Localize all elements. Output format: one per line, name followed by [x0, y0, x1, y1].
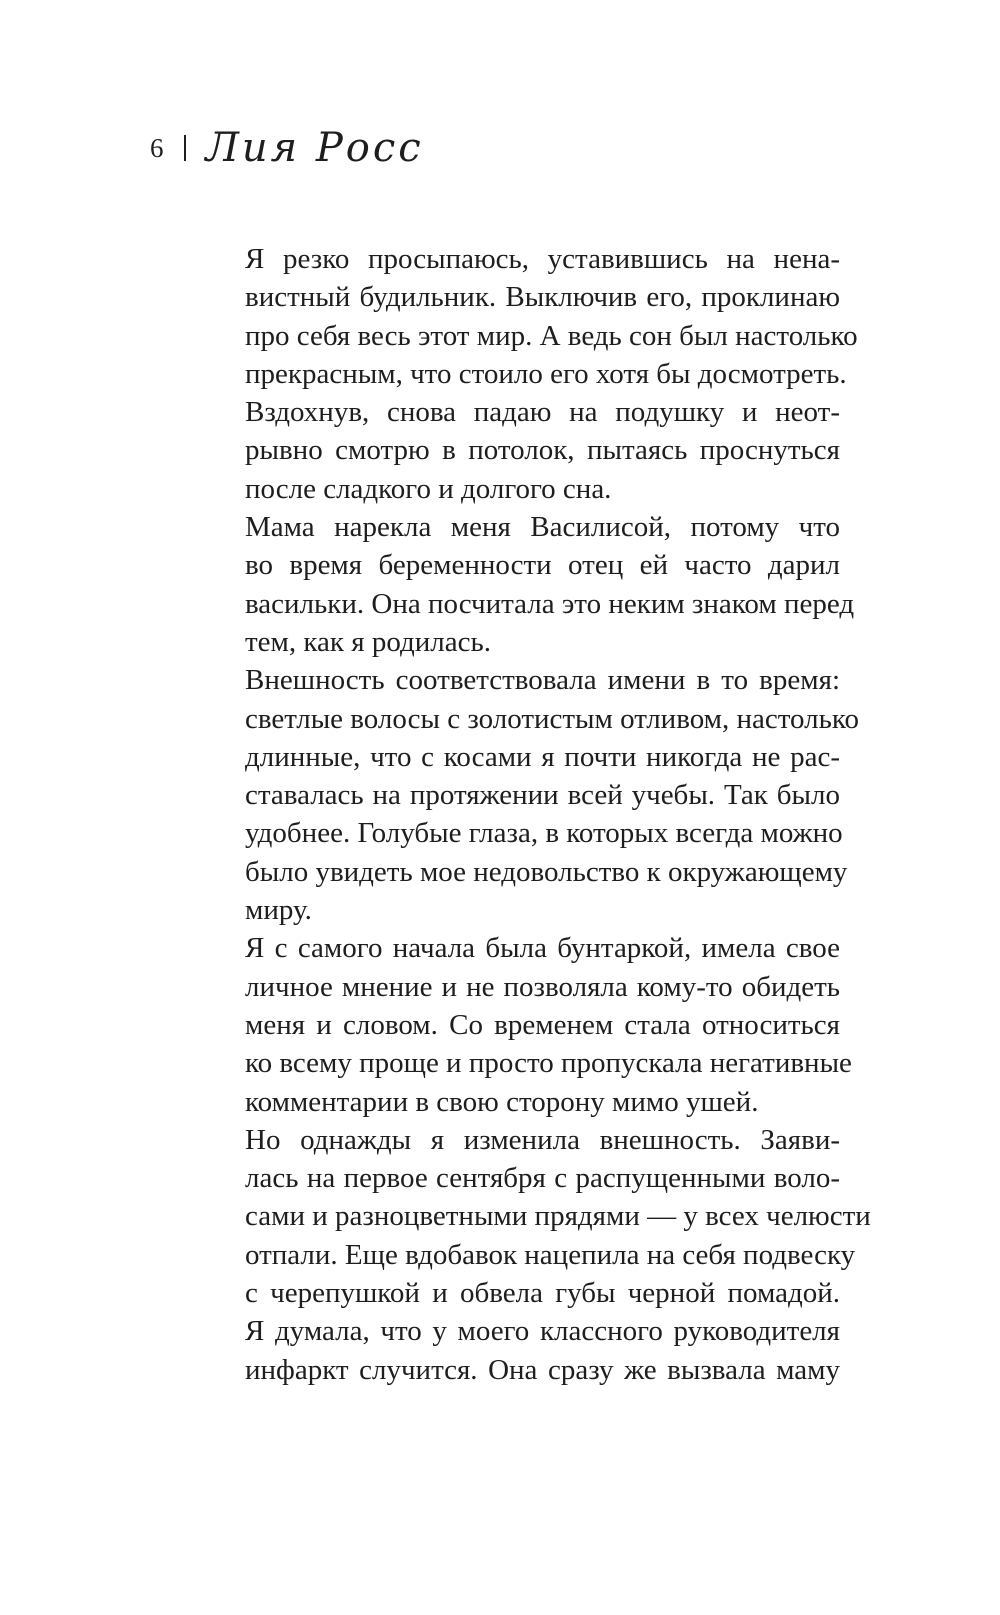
text-line: с черепушкой и обвела губы черной помадой. [245, 1277, 840, 1310]
text-line: рывно смотрю в потолок, пытаясь проснуться [245, 434, 840, 467]
text-line: Вздохнув, снова падаю на подушку и неот- [245, 396, 840, 429]
text-line: Но однажды я изменила внешность. Заяви- [245, 1123, 840, 1156]
text-line: Мама нарекла меня Василисой, потому что [245, 511, 840, 544]
text-line: инфаркт случится. Она сразу же вызвала маму [245, 1353, 840, 1386]
text-line: вистный будильник. Выключив его, проклинаю [245, 281, 840, 314]
text-line: миру. [245, 894, 312, 927]
text-line: личное мнение и не позволяла кому-то обидеть [245, 970, 840, 1003]
text-line: было увидеть мое недовольство к окружающему [245, 855, 848, 888]
paragraph [194, 661, 859, 929]
paragraph [194, 508, 855, 661]
page-number: 6 [150, 132, 164, 163]
text-line: сами и разноцветными прядями — у всех челюсти [245, 1200, 871, 1233]
text-line: отпали. Еще вдобавок нацепила на себя подвеску [245, 1238, 856, 1271]
running-head [150, 118, 424, 178]
text-line: во время беременности отец ей часто дарил [245, 549, 840, 582]
text-line: после сладкого и долгого сна. [245, 472, 612, 505]
paragraph [194, 1121, 871, 1389]
text-line: удобнее. Голубые глаза, в которых всегда можно [245, 817, 843, 850]
text-line: Я с самого начала была бунтаркой, имела свое [245, 932, 840, 965]
author-name: Лия Росс [205, 125, 424, 171]
text-line: про себя весь этот мир. А ведь сон был настолько [245, 319, 858, 352]
text-line: васильки. Она посчитала это неким знаком перед [245, 587, 855, 620]
text-line: комментарии в свою сторону мимо ушей. [245, 1085, 759, 1118]
paragraph [194, 240, 858, 393]
text-line: меня и словом. Со временем стала относиться [245, 1008, 840, 1041]
text-line: Я резко просыпаюсь, уставившись на нена- [245, 243, 840, 275]
paragraph [194, 393, 840, 508]
paragraph [194, 929, 852, 1120]
text-line: Я думала, что у моего классного руководителя [245, 1315, 840, 1348]
text-line: ко всему проще и просто пропускала негативные [245, 1047, 852, 1080]
text-line: длинные, что с косами я почти никогда не рас- [245, 740, 840, 773]
text-line: прекрасным, что стоило его хотя бы досмотреть. [245, 357, 847, 390]
text-line: тем, как я родилась. [245, 625, 491, 658]
text-line: Внешность соответствовала имени в то время: [245, 664, 840, 697]
header-divider [184, 135, 186, 161]
text-line: светлые волосы с золотистым отливом, настолько [245, 702, 859, 735]
body-text [194, 240, 871, 1389]
text-line: ставалась на протяжении всей учебы. Так было [245, 779, 840, 812]
text-line: лась на первое сентября с распущенными воло- [245, 1162, 840, 1195]
